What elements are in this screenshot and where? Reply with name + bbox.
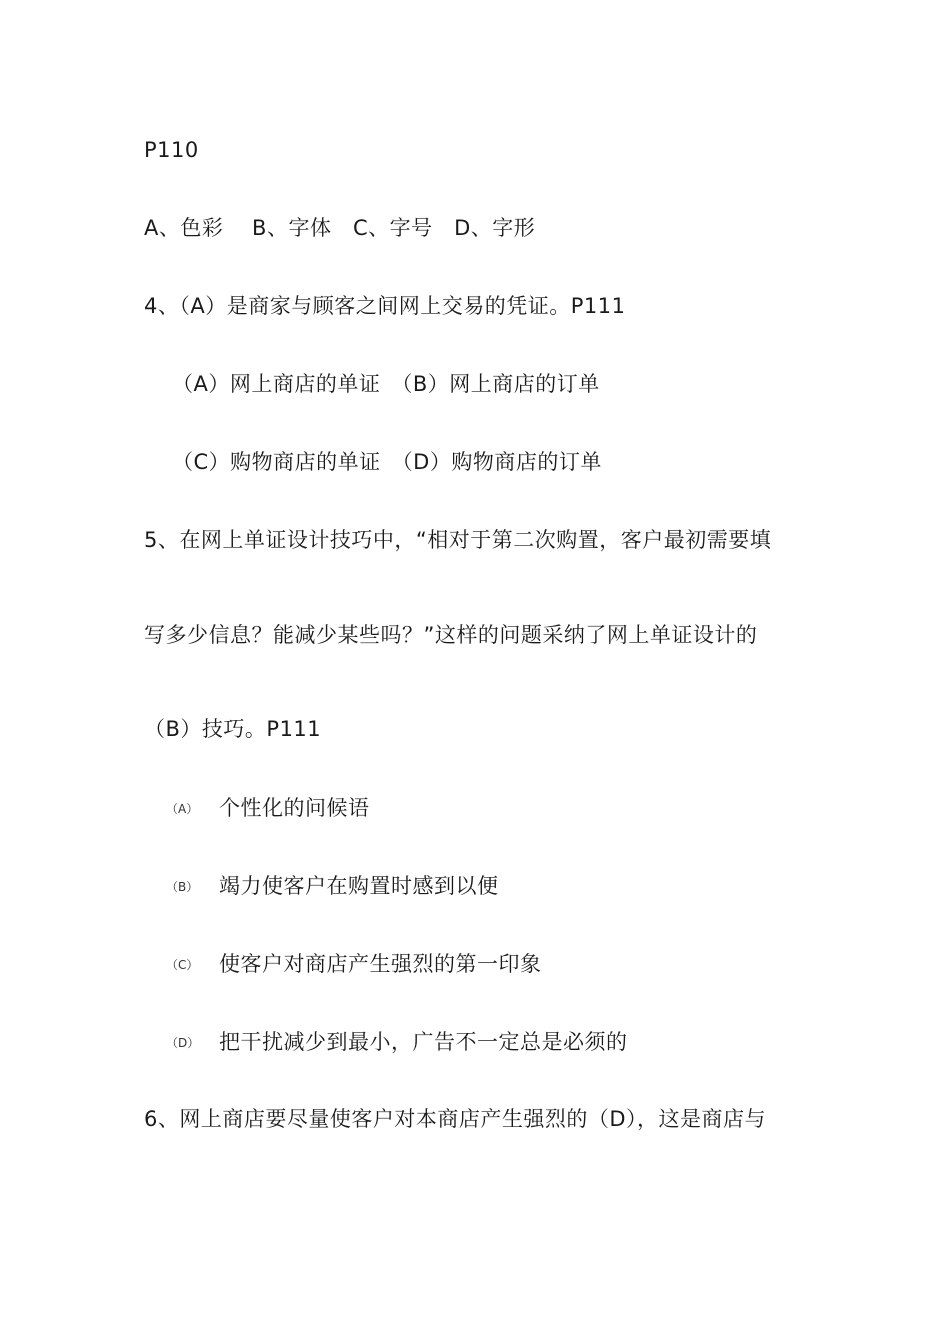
- question-5-stem-line-3: （B）技巧。P111: [144, 717, 322, 741]
- option-label-c: （C）: [166, 958, 199, 972]
- option-text-b: 竭力使客户在购置时感到以便: [219, 874, 499, 898]
- question-5-stem-line-1: 5、在网上单证设计技巧中，“相对于第二次购置，客户最初需要填: [144, 528, 772, 552]
- option-label-a: （A）: [166, 802, 199, 816]
- question-4-stem: 4、（A）是商家与顾客之间网上交易的凭证。P111: [144, 294, 626, 318]
- question-4-options-cd: （C）购物商店的单证 （D）购物商店的订单: [172, 450, 602, 474]
- question-4-options-ab: （A）网上商店的单证 （B）网上商店的订单: [172, 372, 600, 396]
- option-text-d: 把干扰减少到最小，广告不一定总是必须的: [219, 1030, 628, 1054]
- question-6-stem-line-1: 6、网上商店要尽量使客户对本商店产生强烈的（D），这是商店与: [144, 1107, 767, 1131]
- question-5-stem-line-2: 写多少信息？能减少某些吗？”这样的问题采纳了网上单证设计的: [144, 623, 758, 647]
- option-text-a: 个性化的问候语: [219, 796, 370, 820]
- page-reference: P110: [144, 138, 199, 162]
- question-3-options: A、色彩 B、字体 C、字号 D、字形: [144, 216, 536, 240]
- option-label-b: （B）: [166, 880, 199, 894]
- option-text-c: 使客户对商店产生强烈的第一印象: [219, 952, 542, 976]
- option-label-d: （D）: [166, 1036, 200, 1050]
